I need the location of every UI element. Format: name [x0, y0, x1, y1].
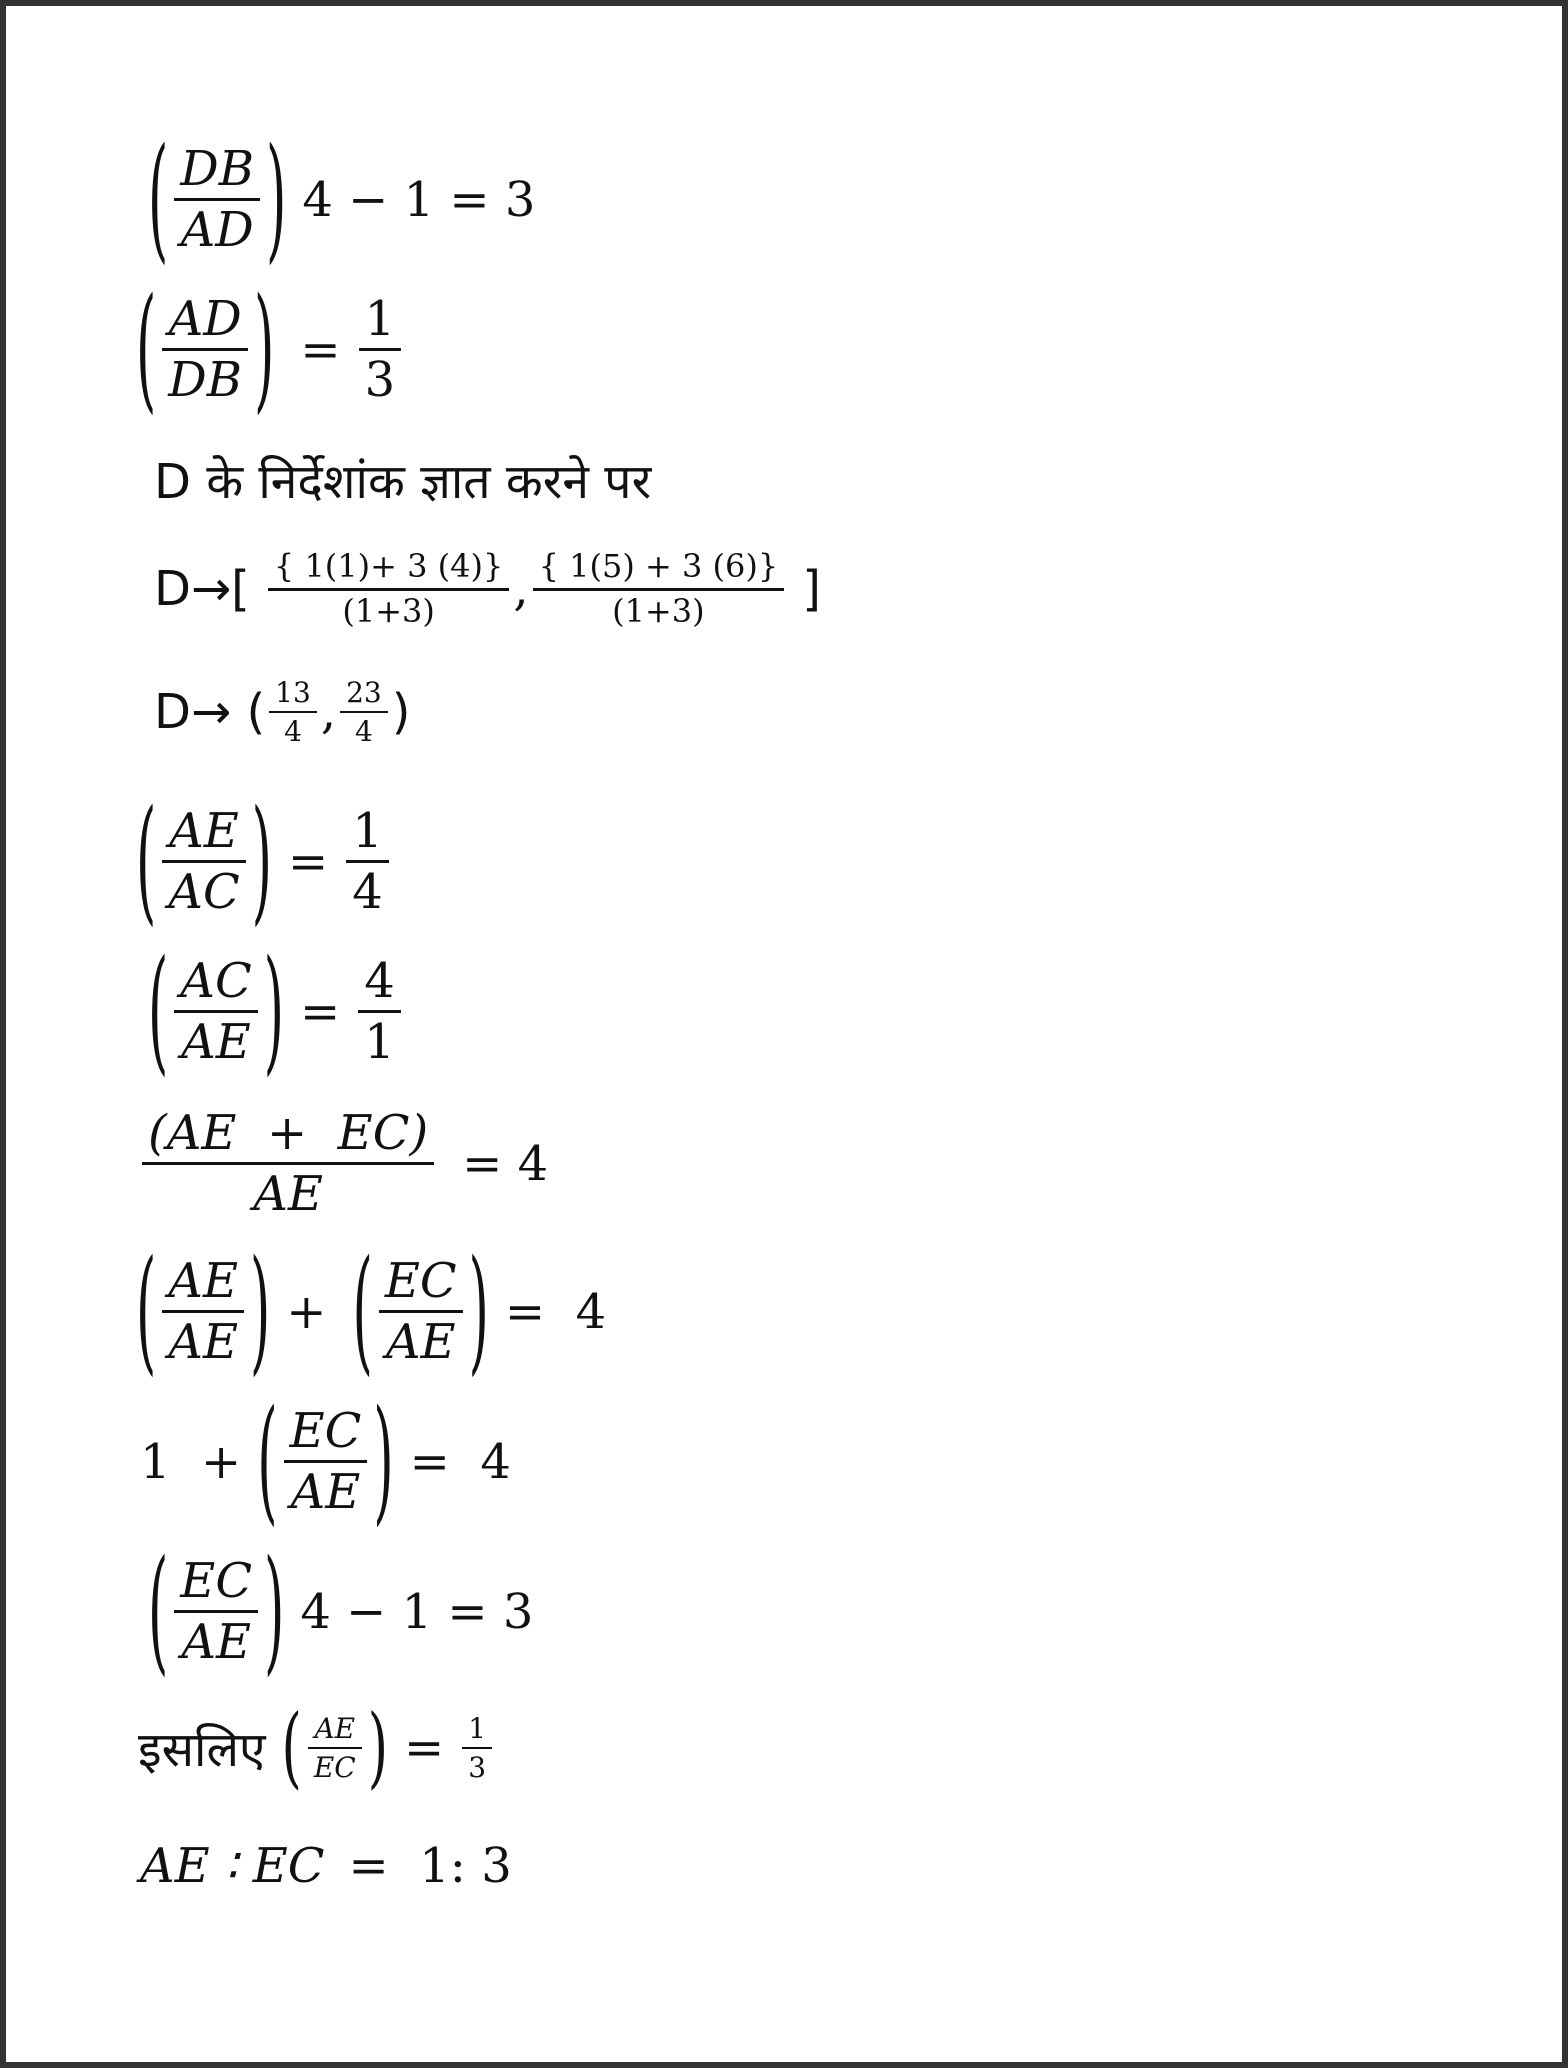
parenthesized-fraction: ( $\frac{AE}{AE}$ ) [136, 1233, 271, 1390]
denominator: 4 [354, 715, 373, 749]
x-coordinate-fraction [268, 547, 509, 630]
denominator: AE [385, 1314, 456, 1371]
parenthesized-fraction: ( $\frac{AC}{AE}$ ) [148, 933, 284, 1090]
prefix-text: D→ ( [154, 684, 266, 741]
hindi-statement: D के निर्देशांक ज्ञात करने पर [154, 454, 652, 510]
numerator: AE [169, 803, 239, 859]
equation-line-8 [138, 1105, 549, 1223]
equation-rest: = 4 [462, 1135, 549, 1192]
numerator: 1 [468, 1712, 487, 1745]
denominator: AE [181, 1014, 251, 1071]
equation-line-6 [134, 783, 393, 940]
parenthesized-fraction: ( $\frac{AE}{EC}$ ) [281, 1697, 389, 1800]
equation-line-7 [146, 933, 405, 1090]
denominator: (1+3) [612, 591, 705, 630]
fraction [162, 1253, 244, 1371]
suffix-text: ] [802, 561, 821, 618]
equation-line-11 [146, 1533, 534, 1690]
fraction [162, 803, 245, 921]
denominator: EC [313, 1751, 356, 1785]
numerator: EC [180, 1553, 253, 1609]
numerator: EC [384, 1253, 457, 1309]
equals-sign: = [287, 833, 329, 890]
numerator: 1 [364, 291, 396, 347]
fraction [174, 953, 257, 1071]
numerator: 23 [346, 676, 382, 709]
result-fraction [359, 291, 402, 409]
denominator: 4 [284, 715, 302, 749]
coordinate-formula-line [154, 547, 821, 630]
fraction [162, 291, 248, 409]
fraction [379, 1253, 463, 1371]
comma: , [320, 684, 337, 741]
numerator: { 1(5) + 3 (6)} [538, 547, 779, 585]
result-fraction [358, 953, 401, 1071]
equation-line-2 [134, 271, 405, 428]
equation-line-10 [140, 1383, 511, 1540]
equation-line-12 [138, 1697, 496, 1800]
equation-rest: = 4 [409, 1433, 511, 1490]
x-coordinate-fraction [269, 678, 317, 747]
denominator: AE [168, 1314, 238, 1371]
fraction [174, 1553, 258, 1671]
result-fraction [346, 803, 389, 921]
equals-sign: = [404, 1720, 445, 1777]
parenthesized-fraction: ( $\frac{DB}{AD}$ ) [148, 121, 287, 278]
fraction [174, 141, 260, 259]
numerator: AC [180, 953, 252, 1009]
numerator: AD [168, 291, 242, 347]
numerator: EC [289, 1403, 362, 1459]
numerator: 4 [364, 953, 395, 1009]
denominator: 3 [468, 1751, 487, 1785]
denominator: AE [181, 1614, 252, 1671]
parenthesized-fraction: ( $\frac{EC}{AE}$ ) [148, 1533, 285, 1690]
denominator: AD [180, 202, 254, 259]
fraction [308, 1714, 362, 1783]
numerator: 13 [275, 676, 311, 709]
fraction [284, 1403, 368, 1521]
coordinate-result-line [154, 678, 410, 747]
numerator: AE [168, 1253, 238, 1309]
equation-line-1 [146, 121, 536, 278]
denominator: AC [168, 864, 240, 921]
denominator: (1+3) [342, 591, 435, 630]
denominator: 4 [352, 864, 383, 921]
numerator: 1 [352, 803, 383, 859]
denominator: 1 [364, 1014, 395, 1071]
equals-sign: = [299, 983, 341, 1040]
denominator: AE [253, 1166, 323, 1223]
numerator: AE [314, 1712, 356, 1745]
equation-line-9 [134, 1233, 607, 1390]
ratio-lhs: AE ∶ EC [140, 1838, 325, 1894]
denominator: AE [290, 1464, 361, 1521]
denominator: DB [168, 352, 243, 409]
denominator: 3 [364, 352, 396, 409]
suffix-text: ) [391, 684, 411, 741]
numerator: { 1(1)+ 3 (4)} [273, 547, 504, 585]
fraction [142, 1105, 434, 1223]
parenthesized-fraction: ( $\frac{EC}{AE}$ ) [257, 1383, 394, 1540]
parenthesized-fraction: ( $\frac{EC}{AE}$ ) [352, 1233, 489, 1390]
equation-rest: 4 − 1 = 3 [300, 1583, 534, 1640]
equation-rest: 4 − 1 = 3 [302, 171, 536, 228]
numerator: DB [180, 141, 255, 197]
parenthesized-fraction: ( $\frac{AE}{AC}$ ) [136, 783, 272, 940]
final-ratio-line [140, 1838, 512, 1894]
y-coordinate-fraction [340, 678, 388, 747]
ratio-rhs: = 1: 3 [348, 1838, 512, 1894]
equation-lead: 1 + [140, 1433, 242, 1490]
therefore-word: इसलिए [138, 1721, 266, 1778]
y-coordinate-fraction [533, 547, 785, 630]
plus-sign: + [286, 1283, 327, 1340]
numerator: (AE + EC) [148, 1105, 429, 1161]
equals-sign: = [300, 321, 341, 378]
parenthesized-fraction: ( $\frac{AD}{DB}$ ) [136, 271, 275, 428]
equation-rest: = 4 [504, 1283, 607, 1340]
result-fraction [462, 1714, 492, 1783]
prefix-text: D→[ [154, 561, 250, 618]
comma: , [513, 561, 529, 618]
